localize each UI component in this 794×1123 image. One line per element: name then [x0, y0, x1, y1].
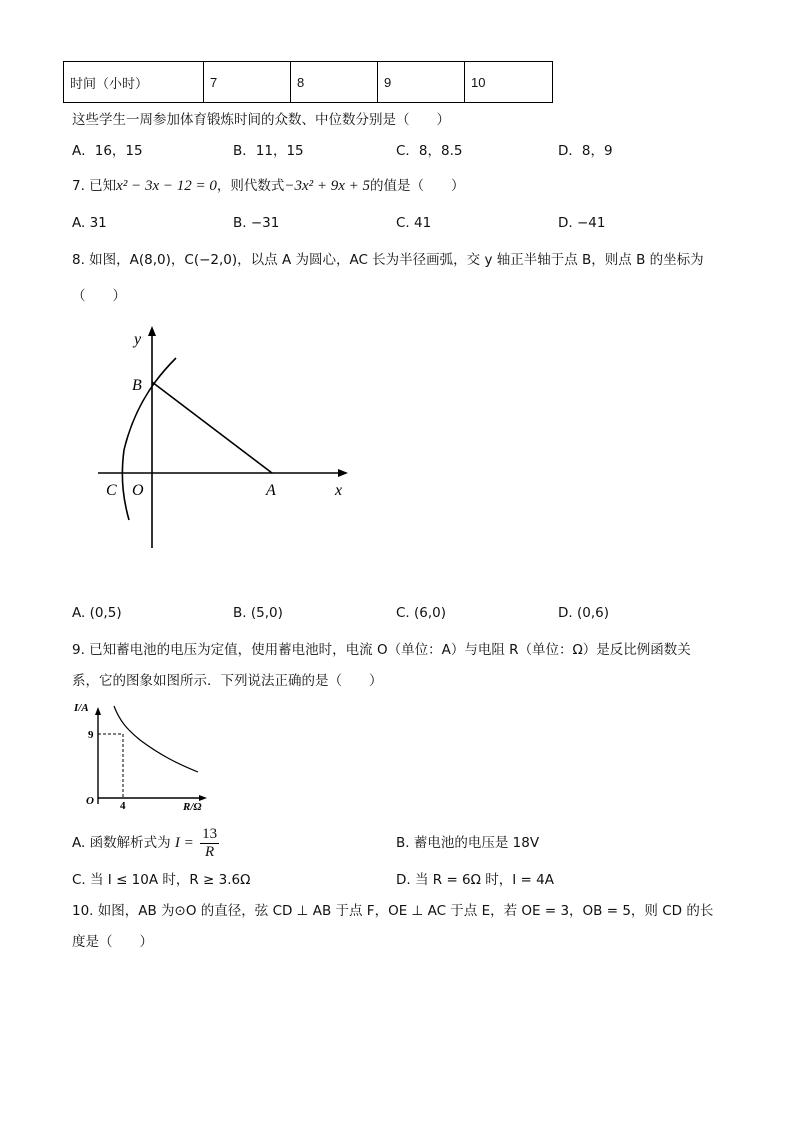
q9-option-a-fraction — [200, 826, 219, 861]
table-cell: 10 — [465, 62, 553, 103]
fraction-denominator: R — [204, 843, 215, 860]
q6-option-d: D．8，9 — [558, 143, 613, 159]
table-row — [64, 62, 553, 103]
q7-prefix: 7. 已知 — [72, 178, 117, 194]
label-c: C — [106, 482, 117, 499]
q8-option-d: D. (0,6) — [558, 605, 609, 621]
fraction-numerator: 13 — [202, 825, 218, 842]
label-x: x — [335, 482, 343, 499]
q7-option-c: C. 41 — [396, 215, 432, 231]
table-row-label: 时间（小时） — [64, 62, 204, 103]
q8-option-b: B. (5,0) — [233, 605, 283, 621]
q7-equation: x² − 3x − 12 = 0 — [116, 178, 217, 194]
q9-option-d: D. 当 R = 6Ω 时，I = 4A — [396, 872, 554, 888]
q9-stem-line2: 系，它的图象如图所示．下列说法正确的是（ ） — [72, 673, 383, 689]
label-o: O — [132, 482, 144, 499]
label-b: B — [132, 377, 142, 394]
q6-option-a: A．16，15 — [72, 143, 143, 159]
q7-option-a: A. 31 — [72, 215, 107, 231]
q7-option-b: B. −31 — [233, 215, 280, 231]
label-a: A — [266, 482, 276, 499]
label-y: y — [134, 331, 142, 348]
q8-option-c: C. (6,0) — [396, 605, 447, 621]
q9-option-c: C. 当 I ≤ 10A 时，R ≥ 3.6Ω — [72, 872, 251, 888]
q6-option-b: B．11，15 — [233, 143, 304, 159]
q9-stem-line1: 9. 已知蓄电池的电压为定值，使用蓄电池时，电流 O（单位：A）与电阻 R（单位：Ω）是反比例函数关 — [72, 642, 691, 658]
q9-option-a — [72, 825, 221, 861]
q9-option-a-lhs: I = — [174, 835, 194, 851]
graph-y-label: I/A — [74, 702, 89, 714]
q6-stem: 这些学生一周参加体育锻炼时间的众数、中位数分别是（ ） — [72, 112, 450, 128]
graph-x-tick: 4 — [120, 800, 126, 812]
graph-y-tick: 9 — [88, 729, 94, 741]
graph-x-label: R/Ω — [183, 801, 202, 813]
q8-stem-line1: 8. 如图，A(8,0)，C(−2,0)，以点 A 为圆心，AC 长为半径画弧，交 y 轴正半轴于点 B，则点 B 的坐标为 — [72, 252, 704, 268]
q7-mid: ，则代数式 — [216, 178, 285, 194]
q10-stem-line2: 度是（ ） — [72, 934, 153, 950]
q8-figure — [90, 320, 360, 555]
table-cell: 7 — [204, 62, 291, 103]
q10-stem-line1: 10. 如图，AB 为⊙O 的直径，弦 CD ⊥ AB 于点 F，OE ⊥ AC 于点 E，若 OE = 3，OB = 5，则 CD 的长 — [72, 903, 714, 919]
q9-option-a-prefix: A. 函数解析式为 — [72, 835, 171, 851]
q7-suffix: 的值是（ ） — [370, 178, 465, 194]
q7-stem — [72, 176, 465, 196]
q7-expression: −3x² + 9x + 5 — [284, 178, 371, 194]
table-cell: 9 — [378, 62, 465, 103]
q8-option-a: A. (0,5) — [72, 605, 122, 621]
graph-origin: O — [86, 795, 94, 807]
q9-option-b: B. 蓄电池的电压是 18V — [396, 835, 540, 851]
q6-option-c: C．8，8.5 — [396, 143, 463, 159]
q7-option-d: D. −41 — [558, 215, 606, 231]
q8-stem-line2: （ ） — [72, 288, 126, 304]
data-table — [63, 61, 553, 103]
q9-graph — [70, 700, 215, 815]
table-cell: 8 — [291, 62, 378, 103]
